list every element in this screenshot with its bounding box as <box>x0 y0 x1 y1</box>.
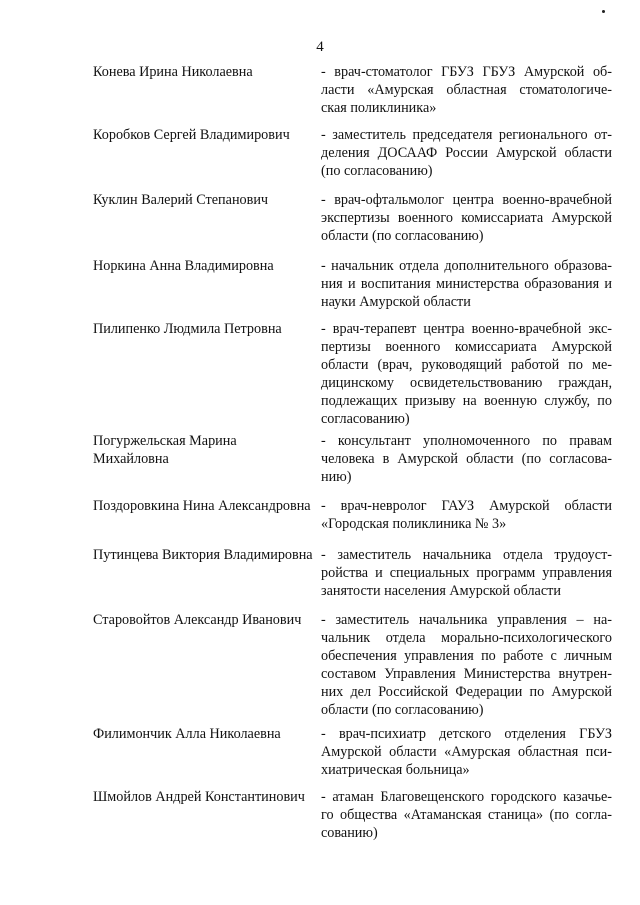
page-number: 4 <box>316 39 324 55</box>
position-line: ласти «Амурская областная стоматологиче- <box>321 82 612 98</box>
position-line: - врач-невролог ГАУЗ Амурской области <box>321 498 612 514</box>
member-name: Путинцева Виктория Владимировна <box>93 547 313 563</box>
position-line: них дел Российской Федерации по Амурской <box>321 684 612 700</box>
position-line: обеспечения управления по работе с личным <box>321 648 612 664</box>
member-position <box>321 611 612 719</box>
member-name: Шмойлов Андрей Константинович <box>93 789 305 805</box>
position-line: человека в Амурской области (по согласова- <box>321 451 612 467</box>
position-line: - консультант уполномоченного по правам <box>321 433 612 449</box>
position-line: - заместитель начальника управления – на- <box>321 612 612 628</box>
position-line: занятости населения Амурской области <box>321 583 561 599</box>
position-line: экспертизы военного комиссариата Амурской <box>321 210 612 226</box>
member-name: Куклин Валерий Степанович <box>93 192 269 208</box>
member-position <box>321 320 612 428</box>
member-name: Филимончик Алла Николаевна <box>93 726 281 742</box>
position-line: ройства и специальных программ управления <box>321 565 612 581</box>
position-line: - атаман Благовещенского городского казачье- <box>321 789 612 805</box>
position-line: - врач-терапевт центра военно-врачебной экс- <box>321 321 612 337</box>
member-name: Пилипенко Людмила Петровна <box>93 321 282 337</box>
member-name: Поздоровкина Нина Александровна <box>93 498 311 514</box>
member-position <box>321 497 612 533</box>
member-position <box>321 126 612 180</box>
position-line: сованию) <box>321 825 378 841</box>
position-line: ния и воспитания министерства образования и <box>321 276 612 292</box>
position-line: области (врач, руководящий работой по ме- <box>321 357 612 373</box>
scan-dot <box>602 10 605 13</box>
member-name: Норкина Анна Владимировна <box>93 258 274 274</box>
position-line: области (по согласованию) <box>321 228 484 244</box>
position-line: науки Амурской области <box>321 294 471 310</box>
position-line: области (по согласованию) <box>321 702 484 718</box>
position-line: - начальник отдела дополнительного образова- <box>321 258 612 274</box>
position-line: - заместитель начальника отдела трудоуст- <box>321 547 612 563</box>
position-line: нию) <box>321 469 352 485</box>
position-line: го общества «Атаманская станица» (по согла- <box>321 807 612 823</box>
position-line: деления ДОСААФ России Амурской области <box>321 145 612 161</box>
position-line: - врач-психиатр детского отделения ГБУЗ <box>321 726 612 742</box>
member-position <box>321 432 612 486</box>
member-name: Старовойтов Александр Иванович <box>93 612 302 628</box>
member-name: Коробков Сергей Владимирович <box>93 127 290 143</box>
position-line: ская поликлиника» <box>321 100 437 116</box>
position-line: чальник отдела морально-психологического <box>321 630 612 646</box>
position-line: составом Управления Министерства внутрен- <box>321 666 612 682</box>
member-position <box>321 191 612 245</box>
position-line: подлежащих призыву на военную службу, по <box>321 393 612 409</box>
member-position <box>321 546 612 600</box>
member-position <box>321 63 612 117</box>
position-line: - врач-стоматолог ГБУЗ ГБУЗ Амурской об- <box>321 64 612 80</box>
position-line: пертизы военного комиссариата Амурской <box>321 339 612 355</box>
position-line: хиатрическая больница» <box>321 762 470 778</box>
position-line: - врач-офтальмолог центра военно-врачебной <box>321 192 612 208</box>
position-line: - заместитель председателя регионального от- <box>321 127 612 143</box>
position-line: Амурской области «Амурская областная пси- <box>321 744 612 760</box>
position-line: «Городская поликлиника № 3» <box>321 516 507 532</box>
member-name: Конева Ирина Николаевна <box>93 64 253 80</box>
position-line: согласованию) <box>321 411 410 427</box>
member-position <box>321 788 612 842</box>
member-name: Погуржельская Марина Михайловна <box>93 433 237 467</box>
member-position <box>321 725 612 779</box>
position-line: дицинскому освидетельствованию граждан, <box>321 375 612 391</box>
member-position <box>321 257 612 311</box>
position-line: (по согласованию) <box>321 163 433 179</box>
